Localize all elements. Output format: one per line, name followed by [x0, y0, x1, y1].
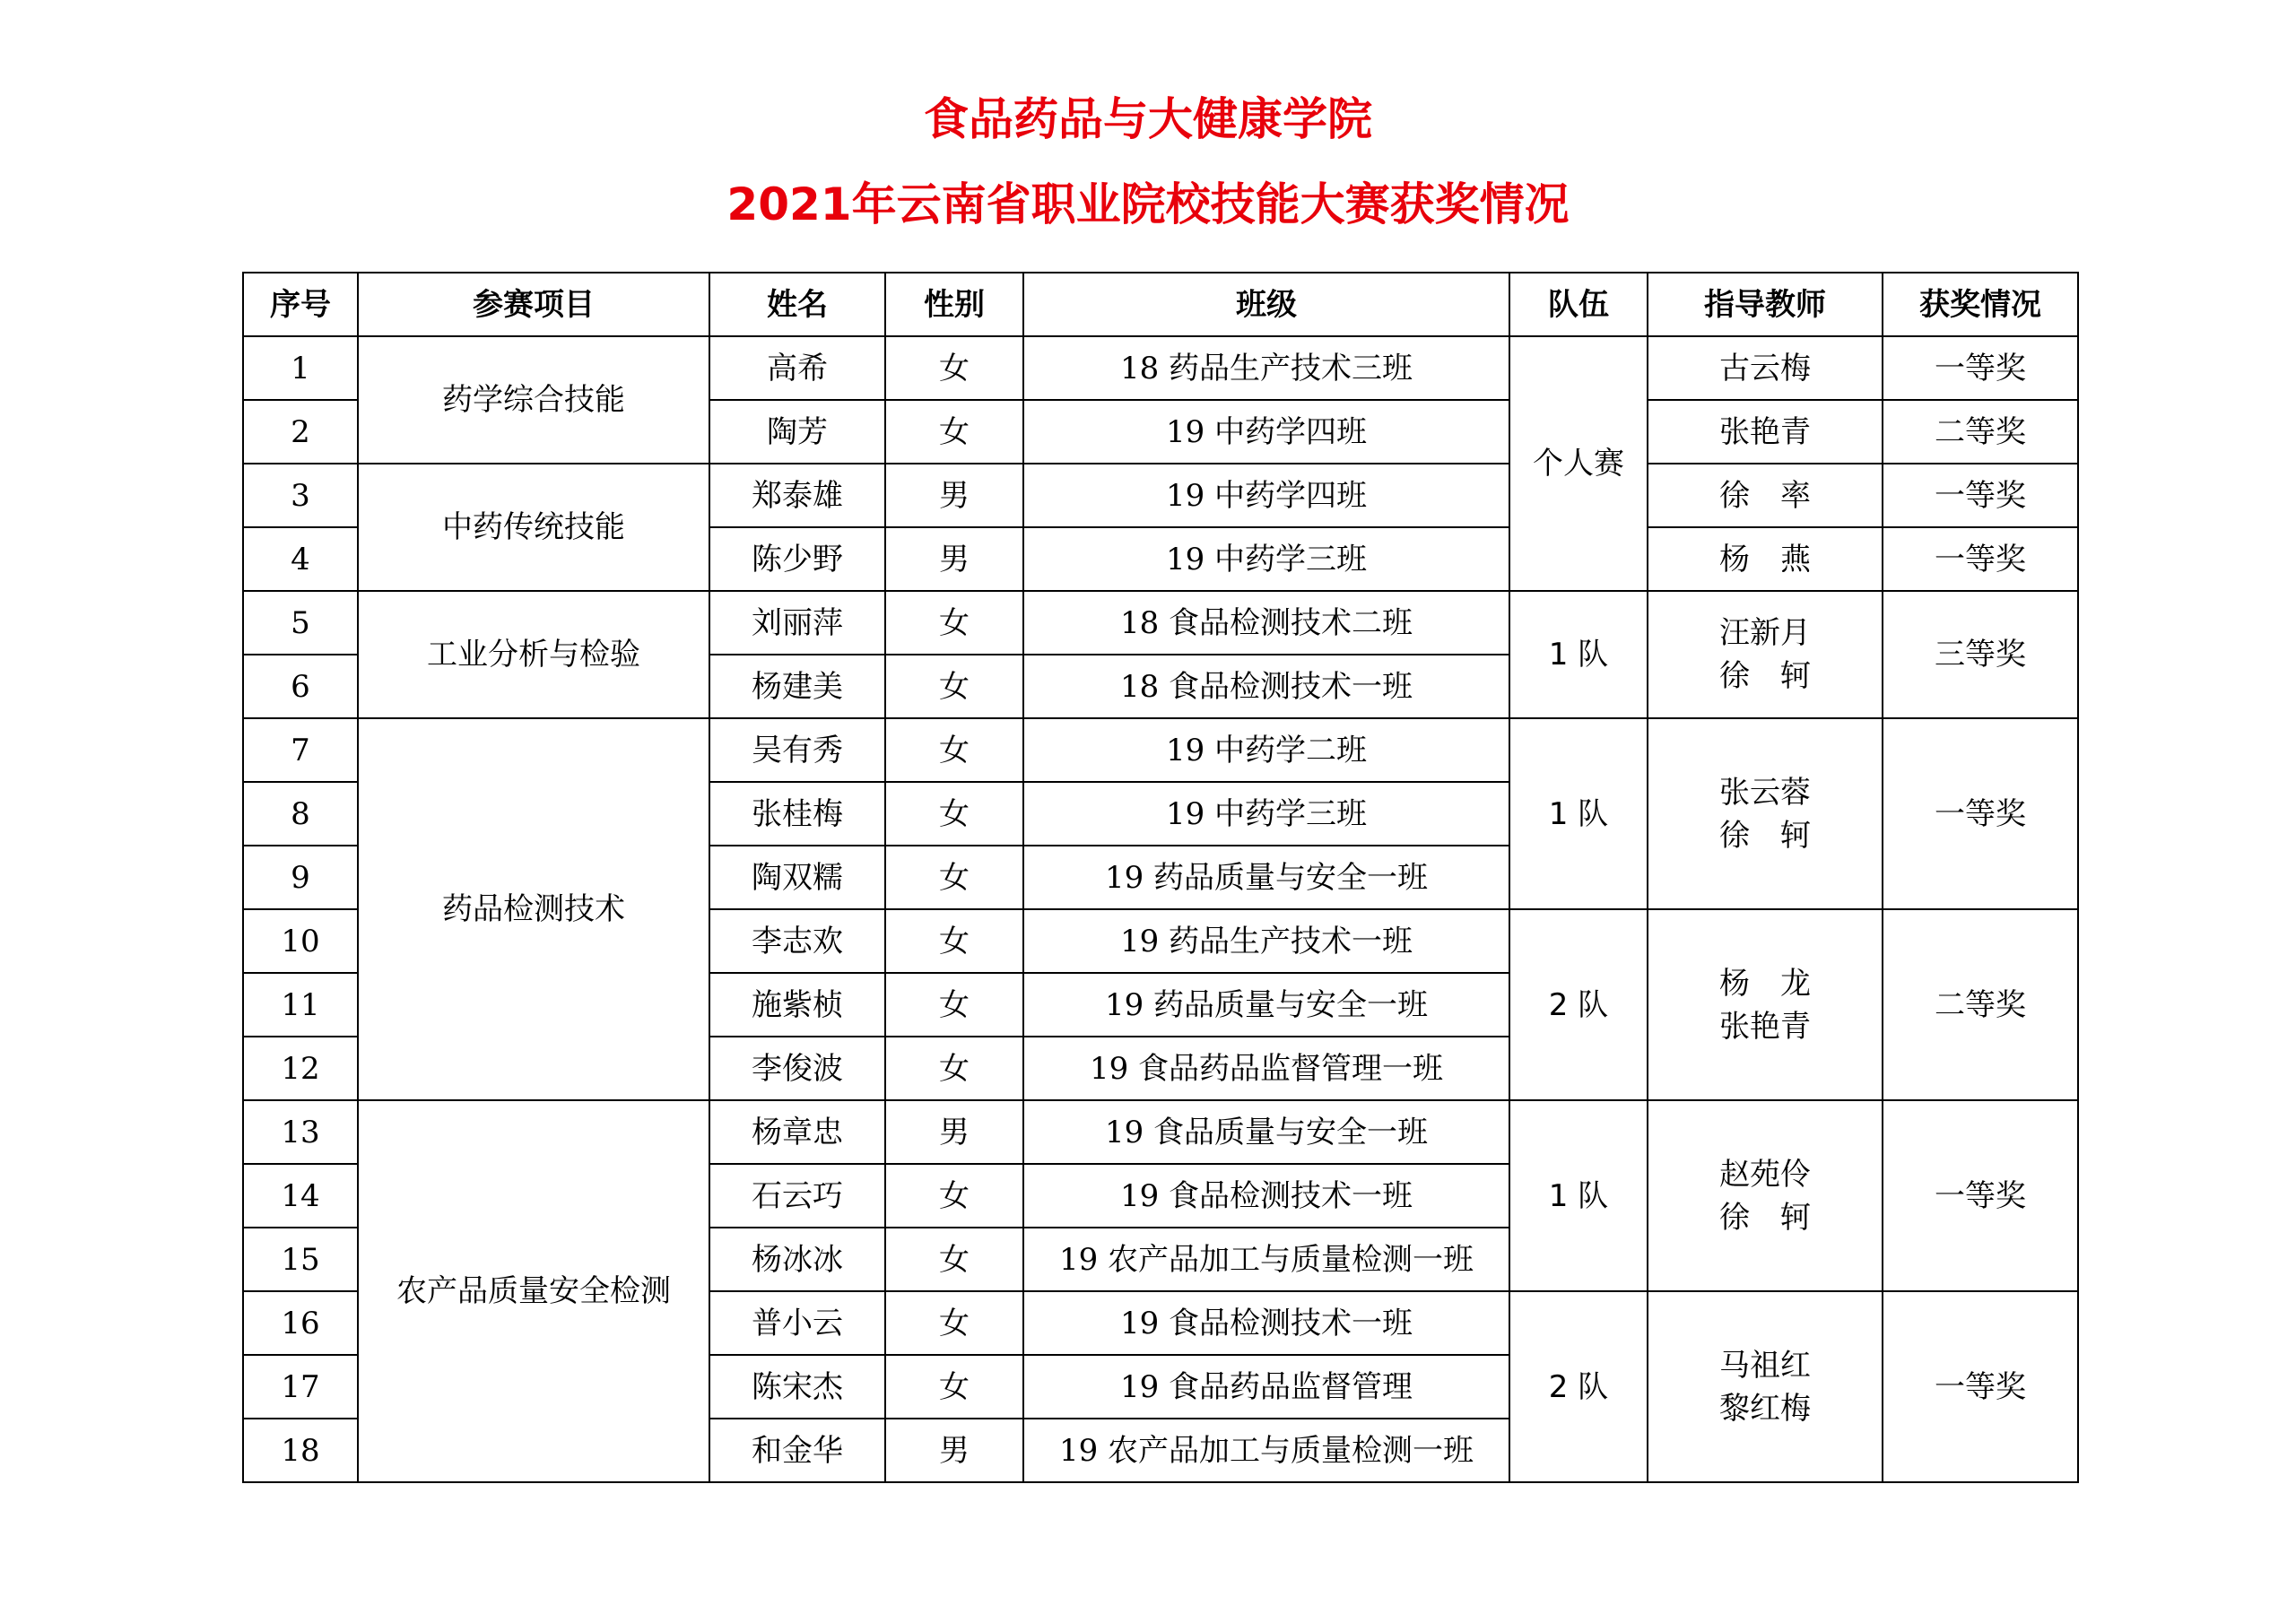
cell-class: 19 中药学二班 [1023, 718, 1509, 782]
cell-gender: 女 [885, 336, 1023, 400]
header-class: 班级 [1023, 273, 1509, 336]
header-teacher: 指导教师 [1648, 273, 1883, 336]
cell-class: 19 中药学三班 [1023, 527, 1509, 591]
cell-team: 1 队 [1509, 591, 1648, 718]
teacher-name: 徐 轲 [1719, 817, 1811, 854]
teacher-name: 徐 轲 [1719, 658, 1811, 694]
cell-name: 和金华 [709, 1419, 885, 1482]
cell-name: 陈宋杰 [709, 1355, 885, 1419]
cell-name: 杨冰冰 [709, 1228, 885, 1291]
cell-no: 9 [243, 846, 358, 909]
cell-name: 张桂梅 [709, 782, 885, 846]
cell-gender: 女 [885, 718, 1023, 782]
cell-no: 7 [243, 718, 358, 782]
cell-class: 19 中药学四班 [1023, 464, 1509, 527]
awards-table [242, 272, 2079, 1483]
cell-teacher [1648, 718, 1883, 909]
cell-no: 18 [243, 1419, 358, 1482]
cell-gender: 女 [885, 591, 1023, 655]
cell-no: 5 [243, 591, 358, 655]
cell-team: 2 队 [1509, 909, 1648, 1100]
teacher-name: 杨 龙 [1719, 965, 1811, 1002]
cell-project: 药品检测技术 [358, 718, 709, 1100]
cell-name: 杨章忠 [709, 1100, 885, 1164]
cell-award: 一等奖 [1883, 336, 2078, 400]
cell-no: 15 [243, 1228, 358, 1291]
teacher-name: 赵苑伶 [1719, 1156, 1811, 1193]
page-subtitle: 2021年云南省职业院校技能大赛获奖情况 [726, 178, 1570, 230]
cell-name: 吴有秀 [709, 718, 885, 782]
cell-class: 19 食品检测技术一班 [1023, 1291, 1509, 1355]
cell-gender: 女 [885, 655, 1023, 718]
table-row [243, 718, 2078, 782]
page-title: 食品药品与大健康学院 [924, 93, 1372, 145]
cell-team: 1 队 [1509, 718, 1648, 909]
cell-name: 陈少野 [709, 527, 885, 591]
cell-teacher [1648, 909, 1883, 1100]
cell-no: 14 [243, 1164, 358, 1228]
cell-class: 19 药品质量与安全一班 [1023, 846, 1509, 909]
cell-gender: 女 [885, 1228, 1023, 1291]
cell-no: 17 [243, 1355, 358, 1419]
cell-award: 一等奖 [1883, 527, 2078, 591]
cell-name: 郑泰雄 [709, 464, 885, 527]
cell-award: 二等奖 [1883, 400, 2078, 464]
header-gender: 性别 [885, 273, 1023, 336]
cell-class: 19 药品生产技术一班 [1023, 909, 1509, 973]
cell-name: 陶双糯 [709, 846, 885, 909]
cell-gender: 男 [885, 1100, 1023, 1164]
cell-project: 中药传统技能 [358, 464, 709, 591]
cell-teacher [1648, 591, 1883, 718]
header-project: 参赛项目 [358, 273, 709, 336]
table-row [243, 1100, 2078, 1164]
cell-class: 19 食品质量与安全一班 [1023, 1100, 1509, 1164]
teacher-name: 张云蓉 [1719, 774, 1811, 811]
header-team: 队伍 [1509, 273, 1648, 336]
header-award: 获奖情况 [1883, 273, 2078, 336]
cell-award: 一等奖 [1883, 718, 2078, 909]
cell-gender: 女 [885, 1037, 1023, 1100]
cell-team: 1 队 [1509, 1100, 1648, 1291]
cell-class: 19 食品检测技术一班 [1023, 1164, 1509, 1228]
table-row [243, 591, 2078, 655]
cell-name: 普小云 [709, 1291, 885, 1355]
header-name: 姓名 [709, 273, 885, 336]
teacher-name: 汪新月 [1719, 615, 1811, 651]
cell-award: 一等奖 [1883, 464, 2078, 527]
cell-name: 刘丽萍 [709, 591, 885, 655]
cell-teacher [1648, 1100, 1883, 1291]
cell-gender: 男 [885, 527, 1023, 591]
cell-gender: 女 [885, 1164, 1023, 1228]
cell-no: 2 [243, 400, 358, 464]
teacher-name: 张艳青 [1719, 1008, 1811, 1045]
cell-teacher [1648, 1291, 1883, 1482]
cell-class: 18 药品生产技术三班 [1023, 336, 1509, 400]
cell-name: 李俊波 [709, 1037, 885, 1100]
teacher-name: 黎红梅 [1719, 1390, 1811, 1427]
cell-team: 个人赛 [1509, 336, 1648, 591]
cell-no: 4 [243, 527, 358, 591]
teacher-name: 马祖红 [1719, 1347, 1811, 1384]
cell-class: 19 农产品加工与质量检测一班 [1023, 1228, 1509, 1291]
cell-teacher: 徐 率 [1648, 464, 1883, 527]
cell-name: 李志欢 [709, 909, 885, 973]
cell-award: 二等奖 [1883, 909, 2078, 1100]
cell-gender: 女 [885, 1355, 1023, 1419]
cell-gender: 女 [885, 973, 1023, 1037]
cell-project: 药学综合技能 [358, 336, 709, 464]
cell-gender: 女 [885, 846, 1023, 909]
cell-no: 12 [243, 1037, 358, 1100]
cell-project: 农产品质量安全检测 [358, 1100, 709, 1482]
cell-teacher: 古云梅 [1648, 336, 1883, 400]
cell-award: 一等奖 [1883, 1100, 2078, 1291]
cell-gender: 男 [885, 1419, 1023, 1482]
cell-gender: 女 [885, 1291, 1023, 1355]
header-no: 序号 [243, 273, 358, 336]
cell-no: 8 [243, 782, 358, 846]
header-row [243, 273, 2078, 336]
cell-no: 6 [243, 655, 358, 718]
cell-class: 19 食品药品监督管理 [1023, 1355, 1509, 1419]
cell-class: 19 食品药品监督管理一班 [1023, 1037, 1509, 1100]
table-row [243, 336, 2078, 400]
cell-class: 19 中药学四班 [1023, 400, 1509, 464]
cell-no: 1 [243, 336, 358, 400]
cell-class: 19 中药学三班 [1023, 782, 1509, 846]
table-row [243, 464, 2078, 527]
cell-team: 2 队 [1509, 1291, 1648, 1482]
cell-teacher: 杨 燕 [1648, 527, 1883, 591]
cell-gender: 女 [885, 400, 1023, 464]
cell-class: 19 药品质量与安全一班 [1023, 973, 1509, 1037]
cell-project: 工业分析与检验 [358, 591, 709, 718]
cell-award: 一等奖 [1883, 1291, 2078, 1482]
cell-gender: 女 [885, 782, 1023, 846]
cell-gender: 女 [885, 909, 1023, 973]
cell-class: 18 食品检测技术一班 [1023, 655, 1509, 718]
cell-teacher: 张艳青 [1648, 400, 1883, 464]
teacher-name: 徐 轲 [1719, 1199, 1811, 1236]
cell-class: 19 农产品加工与质量检测一班 [1023, 1419, 1509, 1482]
cell-no: 16 [243, 1291, 358, 1355]
cell-no: 10 [243, 909, 358, 973]
cell-name: 陶芳 [709, 400, 885, 464]
cell-name: 杨建美 [709, 655, 885, 718]
cell-award: 三等奖 [1883, 591, 2078, 718]
cell-no: 3 [243, 464, 358, 527]
cell-name: 施紫桢 [709, 973, 885, 1037]
cell-class: 18 食品检测技术二班 [1023, 591, 1509, 655]
cell-no: 13 [243, 1100, 358, 1164]
cell-name: 石云巧 [709, 1164, 885, 1228]
cell-gender: 男 [885, 464, 1023, 527]
cell-name: 高希 [709, 336, 885, 400]
cell-no: 11 [243, 973, 358, 1037]
